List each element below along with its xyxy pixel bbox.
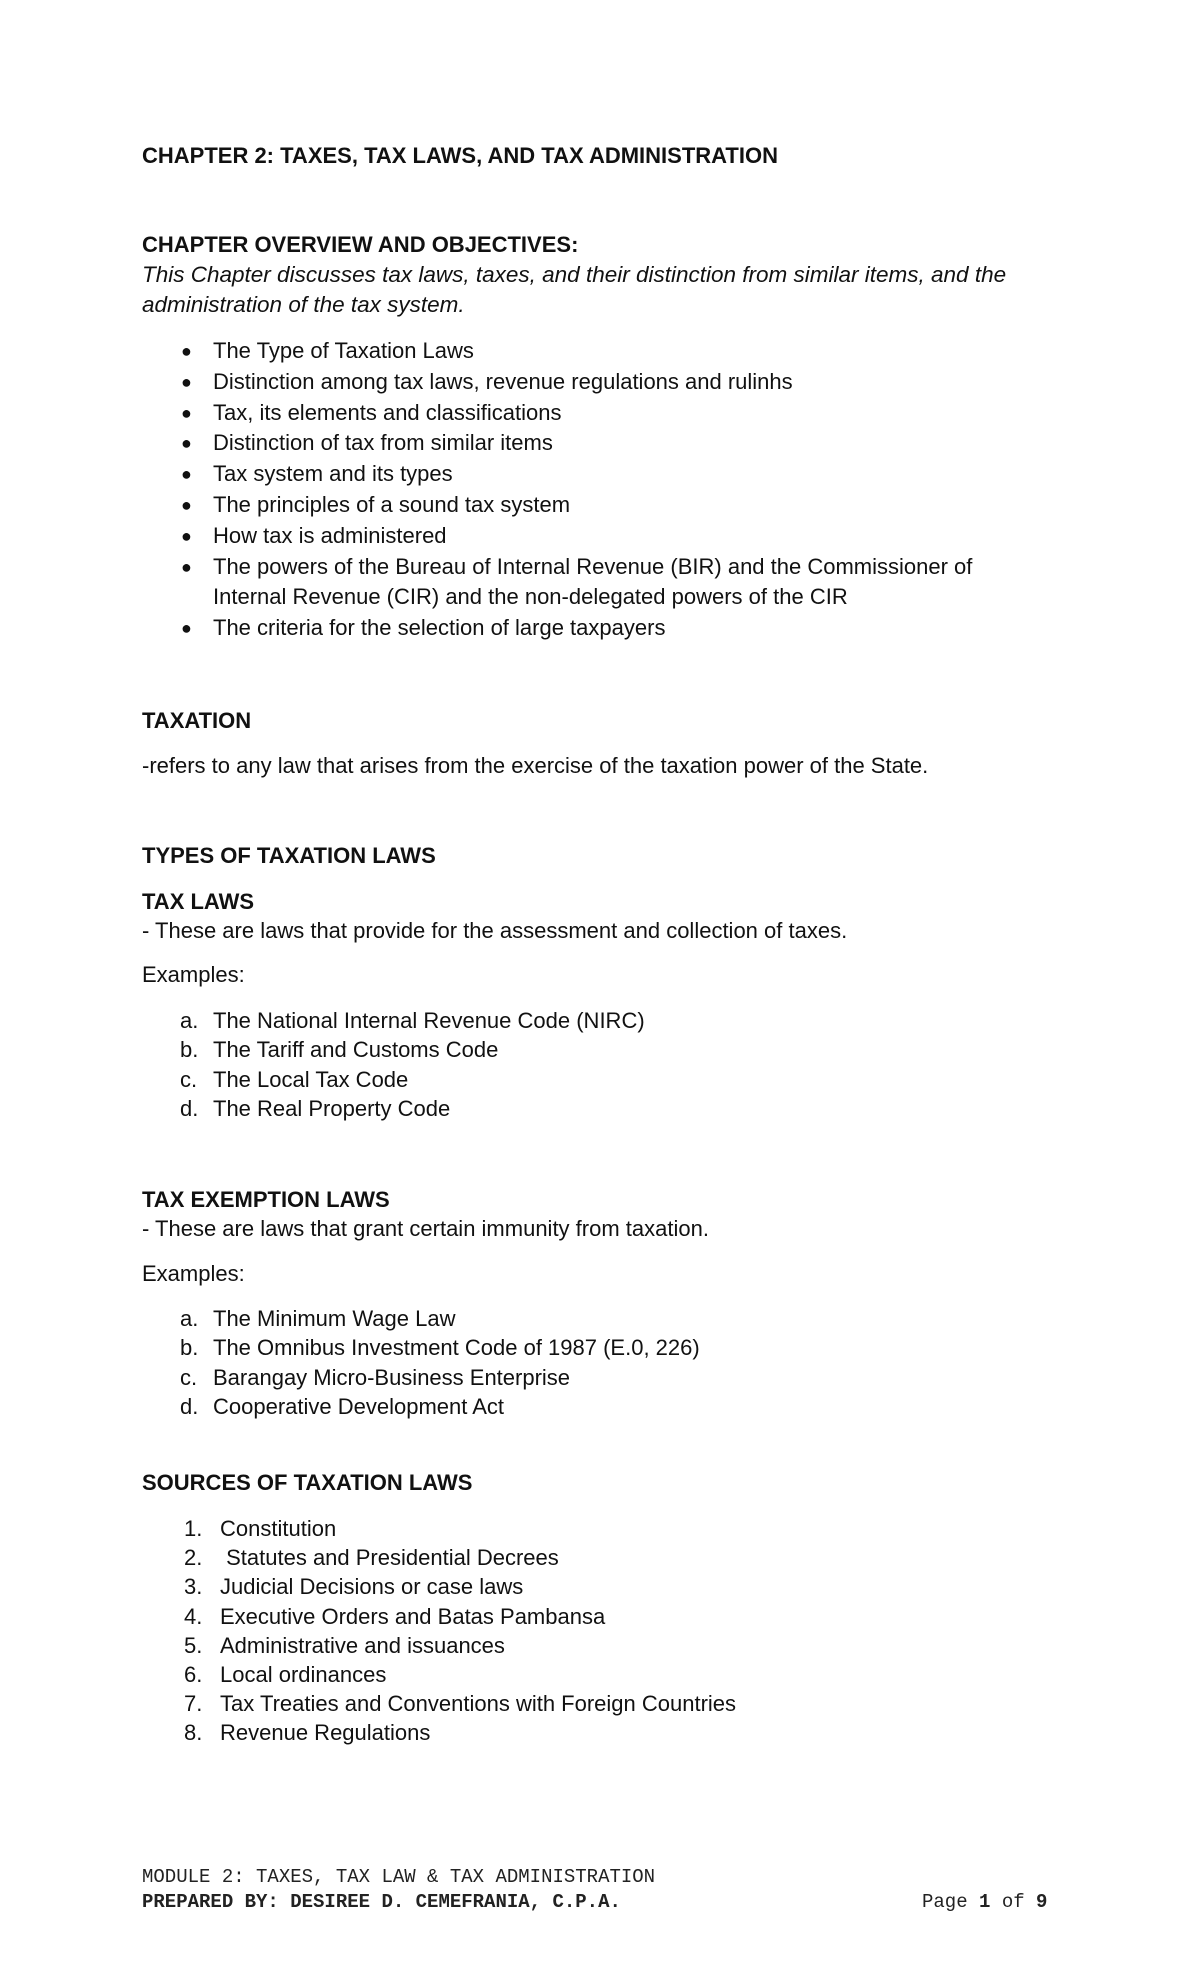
list-item: ● How tax is administered [142, 521, 1062, 552]
list-item: 4. Executive Orders and Batas Pambansa [184, 1603, 606, 1629]
bullet-icon: ● [181, 556, 192, 577]
bullet-icon: ● [181, 402, 192, 423]
taxation-definition: -refers to any law that arises from the exercise of the taxation power of the State. [142, 753, 929, 778]
exemption-laws-heading: TAX EXEMPTION LAWS [142, 1187, 390, 1212]
overview-intro: This Chapter discusses tax laws, taxes, and their distinction from similar items, and the administration of the tax system. [142, 262, 1007, 317]
chapter-title: CHAPTER 2: TAXES, TAX LAWS, AND TAX ADMINISTRATION [142, 143, 778, 168]
list-item: c. Barangay Micro-Business Enterprise [180, 1364, 571, 1390]
exemption-laws-examples-label: Examples: [142, 1261, 245, 1286]
list-item: c. The Local Tax Code [180, 1066, 409, 1092]
list-item: d. The Real Property Code [180, 1095, 451, 1121]
tax-laws-examples-label: Examples: [142, 962, 245, 987]
list-item: ● Tax system and its types [142, 459, 1062, 490]
list-item: 5. Administrative and issuances [184, 1632, 505, 1658]
overview-heading: CHAPTER OVERVIEW AND OBJECTIVES: [142, 232, 579, 257]
list-item: ● The criteria for the selection of large taxpayers [142, 613, 1062, 644]
list-item: 6. Local ordinances [184, 1662, 387, 1688]
list-item: ● The principles of a sound tax system [142, 490, 1062, 521]
bullet-icon: ● [181, 371, 192, 392]
objectives-list [142, 336, 1062, 644]
list-item: a. The Minimum Wage Law [180, 1306, 456, 1331]
list-item: 1. Constitution [184, 1516, 337, 1541]
bullet-icon: ● [181, 494, 192, 515]
sources-heading: SOURCES OF TAXATION LAWS [142, 1470, 473, 1495]
exemption-laws-examples-list [142, 1304, 1042, 1421]
list-item: 7. Tax Treaties and Conventions with Foreign Countries [184, 1691, 737, 1717]
list-item: 2. Statutes and Presidential Decrees [184, 1545, 559, 1571]
tax-laws-heading: TAX LAWS [142, 889, 255, 914]
tax-laws-definition: - These are laws that provide for the assessment and collection of taxes. [142, 918, 848, 943]
list-item: ● Tax, its elements and classifications [142, 398, 1062, 429]
list-item: b. The Omnibus Investment Code of 1987 (E.0, 226) [180, 1335, 700, 1361]
tax-laws-examples-list [142, 1006, 1042, 1123]
sources-list [142, 1514, 1042, 1748]
list-item: ● The powers of the Bureau of Internal Revenue (BIR) and the Commissioner of Internal Revenue (CIR) and the non-delegated powers of the CIR [181, 553, 973, 610]
list-item: ● The Type of Taxation Laws [142, 336, 1062, 367]
types-heading: TYPES OF TAXATION LAWS [142, 843, 436, 868]
page-number: Page 1 of 9 [922, 1891, 1048, 1913]
bullet-icon: ● [181, 341, 192, 361]
list-item: d. Cooperative Development Act [180, 1393, 505, 1419]
bullet-icon: ● [181, 464, 192, 485]
list-item: b. The Tariff and Customs Code [180, 1037, 499, 1063]
list-item: a. The National Internal Revenue Code (NIRC) [180, 1008, 645, 1033]
exemption-laws-definition: - These are laws that grant certain immunity from taxation. [142, 1216, 709, 1241]
footer-prepared-by: PREPARED BY: DESIREE D. CEMEFRANIA, C.P.A. [142, 1891, 621, 1913]
bullet-icon: ● [181, 525, 192, 546]
footer-module: MODULE 2: TAXES, TAX LAW & TAX ADMINISTRATION [142, 1866, 656, 1888]
list-item: ● Distinction among tax laws, revenue regulations and rulinhs [142, 367, 1062, 398]
taxation-heading: TAXATION [142, 708, 252, 733]
list-item: 3. Judicial Decisions or case laws [184, 1574, 524, 1600]
bullet-icon: ● [181, 433, 192, 454]
bullet-icon: ● [181, 618, 192, 639]
list-item: ● Distinction of tax from similar items [142, 428, 1062, 459]
list-item: 8. Revenue Regulations [184, 1720, 431, 1746]
